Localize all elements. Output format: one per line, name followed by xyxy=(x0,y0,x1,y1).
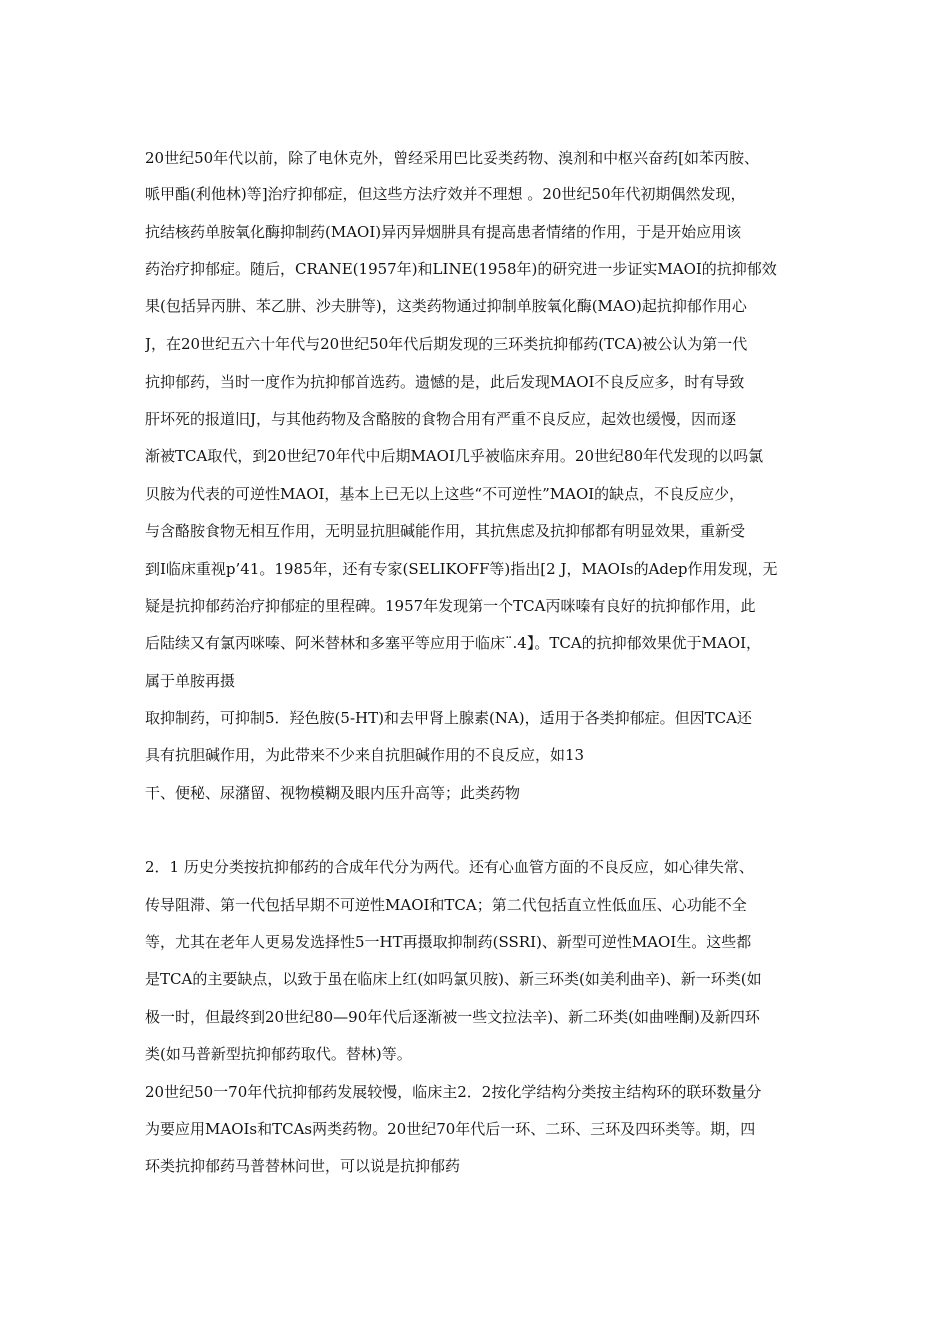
text-line-14: 后陆续又有氯丙咪嗪、阿米替林和多塞平等应用于临床¨.4】。TCA的抗抑郁效果优于MAOI， xyxy=(145,634,762,652)
text-line-23: 极一时，但最终到20世纪80—90年代后逐渐被一些文拉法辛)、新二环类(如曲唑酮)及新四环 xyxy=(145,1008,760,1026)
text-line-4: 药治疗抑郁症。随后，CRANE(1957年)和LINE(1958年)的研究进一步证实MAOI的抗抑郁效 xyxy=(145,260,777,278)
text-line-1: 20世纪50年代以前，除了电休克外，曾经采用巴比妥类药物、溴剂和中枢兴奋药[如苯丙胺、 xyxy=(145,149,760,167)
text-line-13: 疑是抗抑郁药治疗抑郁症的里程碑。1957年发现第一个TCA丙咪嗪有良好的抗抑郁作用，此 xyxy=(145,597,756,615)
text-line-11: 与含酪胺食物无相互作用，无明显抗胆碱能作用，其抗焦虑及抗抑郁都有明显效果，重新受 xyxy=(145,522,746,540)
text-line-25: 20世纪50一70年代抗抑郁药发展较慢，临床主2．2按化学结构分类按主结构环的联环数量分 xyxy=(145,1083,762,1101)
text-line-3: 抗结核药单胺氧化酶抑制药(MAOI)异丙异烟肼具有提高患者情绪的作用，于是开始应用该 xyxy=(145,223,742,241)
text-line-8: 肝坏死的报道旧J，与其他药物及含酪胺的食物合用有严重不良反应，起效也缓慢，因而逐 xyxy=(145,410,737,428)
text-line-26: 为要应用MAOIs和TCAs两类药物。20世纪70年代后一环、二环、三环及四环类等。期，四 xyxy=(145,1120,756,1138)
text-line-5: 果(包括异丙肼、苯乙肼、沙夫肼等)，这类药物通过抑制单胺氧化酶(MAO)起抗抑郁作用心 xyxy=(145,297,747,315)
text-line-7: 抗抑郁药，当时一度作为抗抑郁首选药。遗憾的是，此后发现MAOI不良反应多，时有导致 xyxy=(145,373,745,391)
text-line-17: 具有抗胆碱作用，为此带来不少来自抗胆碱作用的不良反应，如13 xyxy=(145,746,585,764)
text-line-18: 干、便秘、尿潴留、视物模糊及眼内压升高等；此类药物 xyxy=(145,784,521,802)
text-line-12: 到I临床重视p’41。1985年，还有专家(SELIKOFF等)指出[2 J，MAOIs的Adep作用发现，无 xyxy=(145,560,778,578)
text-line-27: 环类抗抑郁药马普替林问世，可以说是抗抑郁药 xyxy=(145,1157,461,1175)
text-line-9: 渐被TCA取代，到20世纪70年代中后期MAOI几乎被临床弃用。20世纪80年代发现的以吗氯 xyxy=(145,447,764,465)
text-line-24: 类(如马普新型抗抑郁药取代。替林)等。 xyxy=(145,1045,412,1063)
text-line-20: 传导阻滞、第一代包括早期不可逆性MAOI和TCA；第二代包括直立性低血压、心功能不全 xyxy=(145,896,747,914)
text-line-21: 等，尤其在老年人更易发选择性5一HT再摄取抑制药(SSRI)、新型可逆性MAOI生。这些都 xyxy=(145,933,752,951)
text-line-22: 是TCA的主要缺点，以致于虽在临床上红(如吗氯贝胺)、新三环类(如美利曲辛)、新一环类(如 xyxy=(145,970,762,988)
text-line-15: 属于单胺再摄 xyxy=(145,672,236,690)
text-line-19: 2．1 历史分类按抗抑郁药的合成年代分为两代。还有心血管方面的不良反应，如心律失常、 xyxy=(145,858,754,876)
text-line-6: J，在20世纪五六十年代与20世纪50年代后期发现的三环类抗抑郁药(TCA)被公认为第一代 xyxy=(145,335,748,353)
text-line-2: 哌甲酯(利他林)等]治疗抑郁症，但这些方法疗效并不理想 。20世纪50年代初期偶然发现， xyxy=(145,185,746,203)
text-line-10: 贝胺为代表的可逆性MAOI，基本上已无以上这些“不可逆性”MAOI的缺点，不良反应少， xyxy=(145,485,745,503)
text-line-16: 取抑制药，可抑制5．羟色胺(5-HT)和去甲肾上腺素(NA)，适用于各类抑郁症。但因TCA还 xyxy=(145,709,752,727)
